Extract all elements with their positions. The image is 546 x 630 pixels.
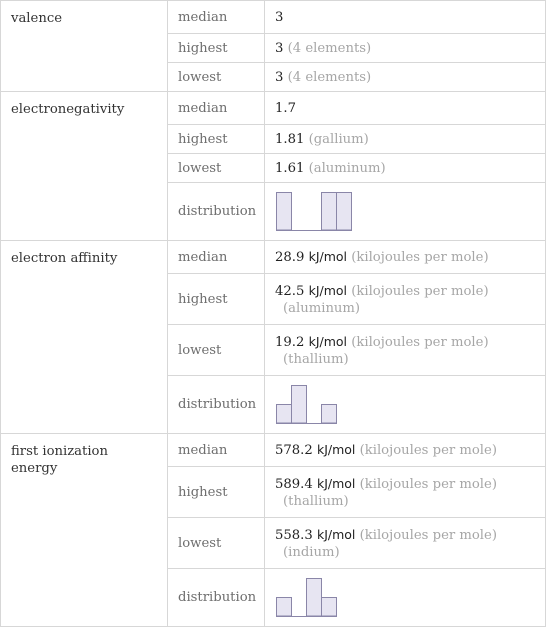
value: 28.9 <box>275 250 305 265</box>
element-note: (thallium) <box>283 351 349 367</box>
histogram-bar <box>322 404 337 423</box>
value: 1.61 <box>275 160 305 176</box>
value-cell <box>265 92 546 125</box>
value-cell <box>265 241 546 274</box>
sub-label: distribution <box>168 376 265 434</box>
unit: kJ/mol <box>308 333 348 349</box>
value-cell <box>265 518 546 569</box>
property-label: valence <box>1 1 168 92</box>
property-label: electron affinity <box>1 241 168 434</box>
sub-label: highest <box>168 125 265 154</box>
distribution-cell <box>265 376 546 434</box>
unit-description: (kilojoules per mole) <box>359 443 497 458</box>
unit-description: (kilojoules per mole) <box>359 476 497 492</box>
property-label: first ionization energy <box>1 434 168 627</box>
sub-label: lowest <box>168 154 265 183</box>
unit-description: (kilojoules per mole) <box>351 283 489 299</box>
sub-label: highest <box>168 34 265 63</box>
distribution-cell <box>265 183 546 241</box>
element-note: (thallium) <box>283 493 349 509</box>
value: 589.4 <box>275 476 313 492</box>
sub-label: median <box>168 241 265 274</box>
histogram-bar <box>337 192 352 230</box>
table-row <box>1 434 546 467</box>
sub-label: highest <box>168 274 265 325</box>
sub-label: distribution <box>168 569 265 627</box>
distribution-cell <box>265 569 546 627</box>
value-cell <box>265 125 546 154</box>
table-row <box>1 241 546 274</box>
sub-label: lowest <box>168 63 265 92</box>
table-row <box>1 1 546 34</box>
value: 19.2 <box>275 334 305 350</box>
value-cell <box>265 325 546 376</box>
histogram-bar <box>322 597 337 616</box>
value-cell <box>265 63 546 92</box>
value-note: (4 elements) <box>287 69 372 85</box>
value-note: (gallium) <box>308 131 369 147</box>
unit: kJ/mol <box>308 282 348 298</box>
sub-label: highest <box>168 467 265 518</box>
value-cell <box>265 434 546 467</box>
value-cell <box>265 1 546 34</box>
sub-label: lowest <box>168 325 265 376</box>
table-row <box>1 92 546 125</box>
sub-label: distribution <box>168 183 265 241</box>
value-cell <box>265 154 546 183</box>
histogram-bar <box>277 597 292 616</box>
value: 558.3 <box>275 527 313 543</box>
distribution-histogram <box>275 578 355 618</box>
sub-label: median <box>168 1 265 34</box>
distribution-histogram <box>275 385 355 425</box>
unit-description: (kilojoules per mole) <box>351 334 489 350</box>
unit-description: (kilojoules per mole) <box>359 527 497 543</box>
sub-label: median <box>168 92 265 125</box>
element-note: (aluminum) <box>283 300 361 316</box>
histogram-bar <box>292 385 307 423</box>
value-cell <box>265 467 546 518</box>
value: 3 <box>275 69 284 85</box>
value: 1.81 <box>275 131 305 147</box>
unit: kJ/mol <box>316 442 356 457</box>
unit-description: (kilojoules per mole) <box>351 250 489 265</box>
property-label: electronegativity <box>1 92 168 241</box>
unit: kJ/mol <box>308 249 348 264</box>
value: 3 <box>275 40 284 56</box>
value: 3 <box>275 9 284 25</box>
value: 1.7 <box>275 100 296 116</box>
value-note: (4 elements) <box>287 40 372 56</box>
sub-label: lowest <box>168 518 265 569</box>
histogram-bar <box>307 578 322 616</box>
distribution-histogram <box>275 192 355 232</box>
unit: kJ/mol <box>316 475 356 491</box>
value: 42.5 <box>275 283 305 299</box>
element-note: (indium) <box>283 544 340 560</box>
sub-label: median <box>168 434 265 467</box>
value-note: (aluminum) <box>308 160 386 176</box>
unit: kJ/mol <box>316 526 356 542</box>
histogram-bar <box>277 404 292 423</box>
histogram-bar <box>322 192 337 230</box>
value-cell <box>265 274 546 325</box>
value-cell <box>265 34 546 63</box>
histogram-bar <box>277 192 292 230</box>
value: 578.2 <box>275 443 313 458</box>
